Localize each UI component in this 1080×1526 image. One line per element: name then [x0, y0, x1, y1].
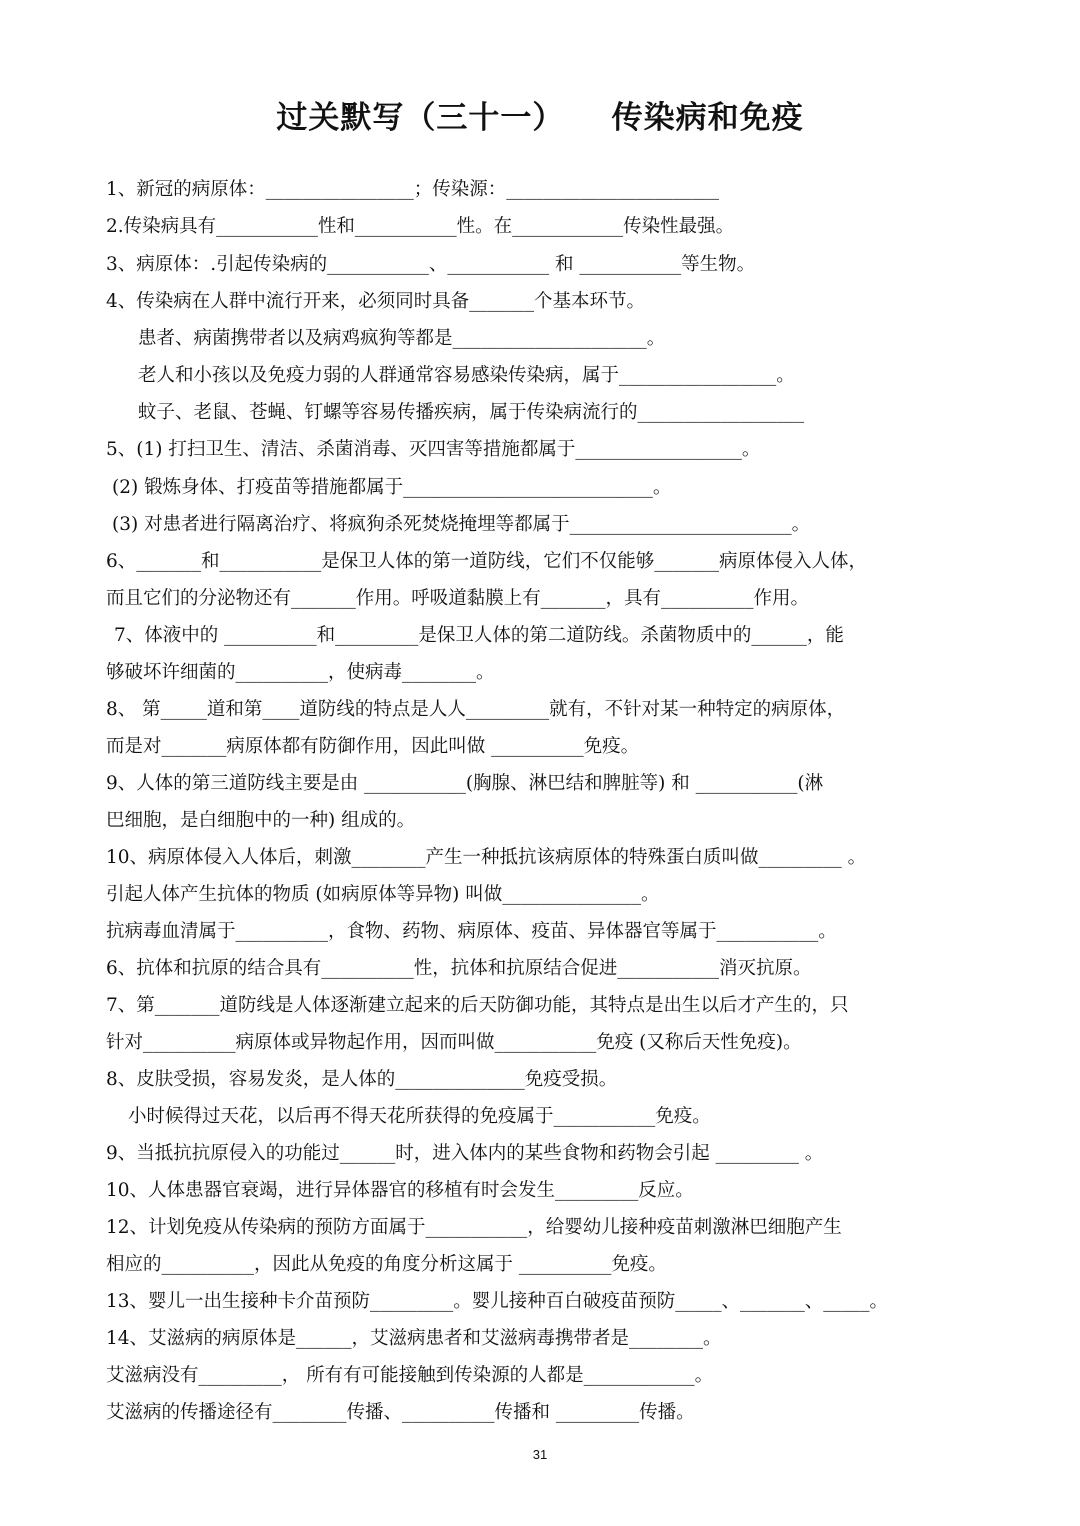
- question-line: 而且它们的分泌物还有_______作用。呼吸道黏膜上有_______，具有__________作用。: [106, 588, 810, 609]
- question-line: 抗病毒血清属于__________，食物、药物、病原体、疫苗、异体器官等属于___________。: [106, 921, 837, 942]
- question-line: 9、当抵抗抗原侵入的功能过______时，进入体内的某些食物和药物会引起 _________ 。: [106, 1143, 824, 1164]
- question-line: 7、体液中的 __________和_________是保卫人体的第二道防线。杀菌物质中的______，能: [114, 625, 844, 646]
- question-line: 小时候得过天花，以后再不得天花所获得的免疫属于___________免疫。: [128, 1106, 711, 1127]
- question-line: 蚊子、老鼠、苍蝇、钉螺等容易传播疾病，属于传染病流行的__________________: [138, 402, 805, 423]
- question-line: 5、(1) 打扫卫生、清洁、杀菌消毒、灭四害等措施都属于__________________。: [106, 439, 761, 460]
- question-line: 10、病原体侵入人体后，刺激________产生一种抵抗该病原体的特殊蛋白质叫做_________ 。: [106, 847, 867, 868]
- question-line: 相应的__________，因此从免疫的角度分析这属于 __________免疫。: [106, 1254, 667, 1275]
- page-title: 过关默写（三十一） 传染病和免疫: [276, 100, 804, 136]
- question-line: 10、人体患器官衰竭，进行异体器官的移植有时会发生_________反应。: [106, 1180, 694, 1201]
- question-line: 8、 第_____道和第____道防线的特点是人人_________就有，不针对某一种特定的病原体，: [106, 699, 846, 720]
- question-line: 8、皮肤受损，容易发炎，是人体的______________免疫受损。: [106, 1069, 618, 1090]
- question-line: 老人和小孩以及免疫力弱的人群通常容易感染传染病，属于_________________。: [138, 365, 795, 386]
- question-line: 13、婴儿一出生接种卡介苗预防_________。婴儿接种百白破疫苗预防_____、_______、_____。: [106, 1291, 889, 1312]
- question-line: 针对__________病原体或异物起作用，因而叫做___________免疫 (又称后天性免疫)。: [106, 1032, 802, 1053]
- question-line: 患者、病菌携带者以及病鸡疯狗等都是_____________________。: [138, 328, 666, 349]
- question-line: 9、人体的第三道防线主要是由 ___________(胸腺、淋巴结和脾脏等) 和 ___________(淋: [106, 773, 824, 794]
- question-line: (2) 锻炼身体、打疫苗等措施都属于___________________________。: [112, 477, 672, 498]
- question-line: 12、计划免疫从传染病的预防方面属于___________，给婴幼儿接种疫苗刺激淋巴细胞产生: [106, 1217, 842, 1238]
- question-line: 3、病原体：.引起传染病的___________、___________ 和 ___________等生物。: [106, 254, 756, 275]
- question-line: 引起人体产生抗体的物质 (如病原体等异物) 叫做_______________。: [106, 884, 660, 905]
- page-number: 31: [532, 1447, 548, 1462]
- question-line: 2.传染病具有___________性和___________性。在____________传染性最强。: [106, 216, 735, 237]
- question-line: 够破坏许细菌的__________，使病毒________。: [106, 662, 495, 683]
- question-line: 4、传染病在人群中流行开来，必须同时具备_______个基本环节。: [106, 291, 646, 312]
- question-line: 艾滋病没有_________， 所有有可能接触到传染源的人都是____________。: [106, 1365, 714, 1386]
- question-line: 巴细胞，是白细胞中的一种) 组成的。: [106, 810, 416, 831]
- question-line: 艾滋病的传播途径有________传播、__________传播和 _________传播。: [106, 1402, 695, 1423]
- question-line: (3) 对患者进行隔离治疗、将疯狗杀死焚烧掩埋等都属于________________________。: [112, 514, 811, 535]
- question-line: 而是对_______病原体都有防御作用，因此叫做 __________免疫。: [106, 736, 640, 757]
- question-line: 14、艾滋病的病原体是______，艾滋病患者和艾滋病毒携带者是________。: [106, 1328, 722, 1349]
- question-line: 6、_______和___________是保卫人体的第一道防线，它们不仅能够_______病原体侵入人体，: [106, 551, 868, 572]
- question-line: 7、第_______道防线是人体逐渐建立起来的后天防御功能，其特点是出生以后才产生的，只: [106, 995, 849, 1016]
- question-line: 1、新冠的病原体：________________；传染源：_______________________: [106, 179, 720, 200]
- question-line: 6、抗体和抗原的结合具有__________性，抗体和抗原结合促进___________消灭抗原。: [106, 958, 812, 979]
